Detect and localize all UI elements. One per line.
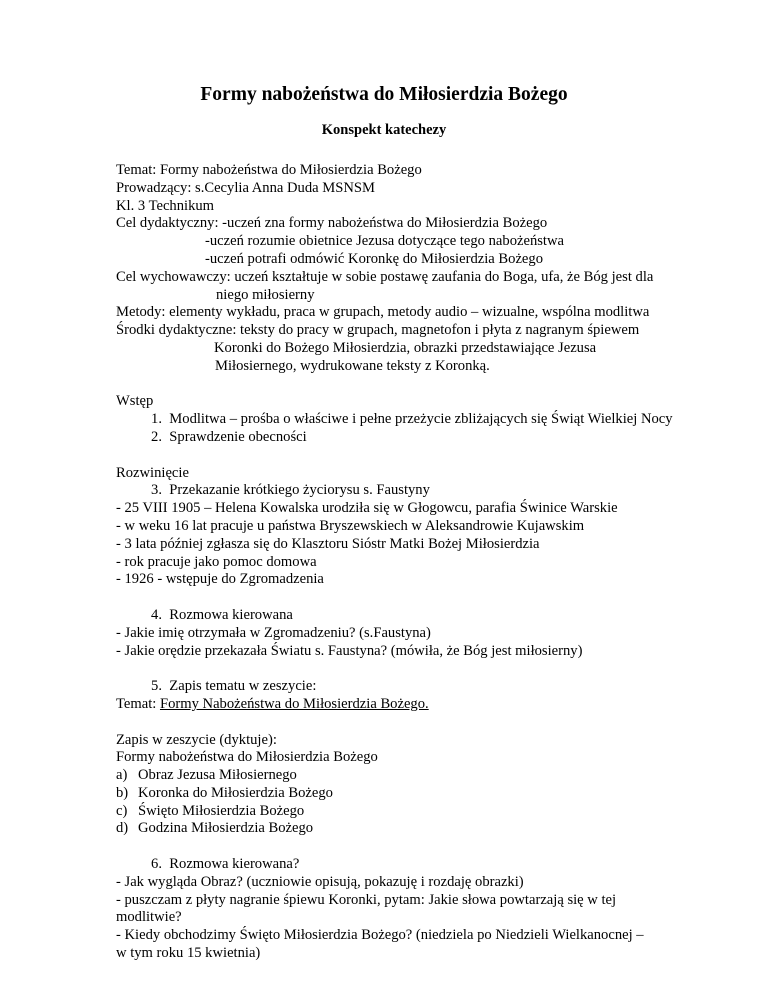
notebook-topic-line: Temat: Formy Nabożeństwa do Miłosierdzia Bożego. xyxy=(116,695,429,712)
intro-heading: Wstęp xyxy=(116,393,154,410)
document-body xyxy=(116,162,696,963)
resources-line-3: Miłosiernego, wydrukowane teksty z Koronką. xyxy=(215,357,490,374)
notebook-heading: Zapis w zeszycie (dyktuje): xyxy=(116,731,277,748)
document-subtitle: Konspekt katechezy xyxy=(321,122,447,138)
intro-item: 2. Sprawdzenie obecności xyxy=(151,428,307,445)
teacher-line: Prowadzący: s.Cecylia Anna Duda MSNSM xyxy=(116,179,376,196)
didactic-goal-line-3: -uczeń potrafi odmówić Koronkę do Miłosierdzia Bożego xyxy=(205,250,543,267)
educational-goal-line-2: niego miłosierny xyxy=(216,286,315,303)
notebook-item: a) Obraz Jezusa Miłosiernego xyxy=(116,767,297,784)
question-line: - Jakie imię otrzymała w Zgromadzeniu? (s.Faustyna) xyxy=(116,624,431,641)
question-line: modlitwie? xyxy=(116,909,182,926)
intro-item: 1. Modlitwa – prośba o właściwe i pełne przeżycie zbliżających się Świąt Wielkiej Nocy xyxy=(151,411,673,428)
development-heading: Rozwinięcie xyxy=(116,464,189,481)
question-line: - Jak wygląda Obraz? (uczniowie opisują, pokazuję i rozdaję obrazki) xyxy=(116,873,524,890)
didactic-goal-line-2: -uczeń rozumie obietnice Jezusa dotyczące tego nabożeństwa xyxy=(205,233,564,250)
topic-line: Temat: Formy nabożeństwa do Miłosierdzia Bożego xyxy=(116,162,422,178)
resources-line-2: Koronki do Bożego Miłosierdzia, obrazki przedstawiające Jezusa xyxy=(214,339,597,356)
section-item-5: 5. Zapis tematu w zeszycie: xyxy=(151,678,317,695)
methods-line: Metody: elementy wykładu, praca w grupach, metody audio – wizualne, wspólna modlitwa xyxy=(116,304,650,321)
document-title: Formy nabożeństwa do Miłosierdzia Bożego xyxy=(200,84,568,105)
notebook-topic-underlined: Formy Nabożeństwa do Miłosierdzia Bożego. xyxy=(159,695,429,712)
class-line: Kl. 3 Technikum xyxy=(116,197,215,214)
bio-line: - 1926 - wstępuje do Zgromadzenia xyxy=(116,571,324,588)
didactic-goal-line-1: Cel dydaktyczny: -uczeń zna formy nabożeństwa do Miłosierdzia Bożego xyxy=(116,215,548,232)
section-item-4: 4. Rozmowa kierowana xyxy=(151,606,293,623)
notebook-item: b) Koronka do Miłosierdzia Bożego xyxy=(116,784,333,801)
notebook-item: c) Święto Miłosierdzia Bożego xyxy=(116,802,305,819)
notebook-title: Formy nabożeństwa do Miłosierdzia Bożego xyxy=(116,749,378,766)
section-item-6: 6. Rozmowa kierowana? xyxy=(151,856,300,873)
notebook-item: d) Godzina Miłosierdzia Bożego xyxy=(116,820,314,837)
question-line: w tym roku 15 kwietnia) xyxy=(116,945,261,962)
bio-line: - 25 VIII 1905 – Helena Kowalska urodziła się w Głogowcu, parafia Świnice Warskie xyxy=(116,500,618,517)
bio-line: - rok pracuje jako pomoc domowa xyxy=(116,553,317,570)
bio-line: - w weku 16 lat pracuje u państwa Bryszewskiech w Aleksandrowie Kujawskim xyxy=(116,517,585,534)
question-line: - puszczam z płyty nagranie śpiewu Koronki, pytam: Jakie słowa powtarzają się w tej xyxy=(116,891,617,908)
question-line: - Kiedy obchodzimy Święto Miłosierdzia Bożego? (niedziela po Niedzieli Wielkanocnej – xyxy=(116,927,644,944)
section-item-3: 3. Przekazanie krótkiego życiorysu s. Faustyny xyxy=(151,482,430,499)
question-line: - Jakie orędzie przekazała Światu s. Faustyna? (mówiła, że Bóg jest miłosierny) xyxy=(116,642,583,659)
bio-line: - 3 lata później zgłasza się do Klasztoru Sióstr Matki Bożej Miłosierdzia xyxy=(116,535,540,552)
educational-goal-line-1: Cel wychowawczy: uczeń kształtuje w sobie postawę zaufania do Boga, ufa, że Bóg jest dla xyxy=(116,268,654,285)
resources-line-1: Środki dydaktyczne: teksty do pracy w grupach, magnetofon i płyta z nagranym śpiewem xyxy=(116,322,640,339)
